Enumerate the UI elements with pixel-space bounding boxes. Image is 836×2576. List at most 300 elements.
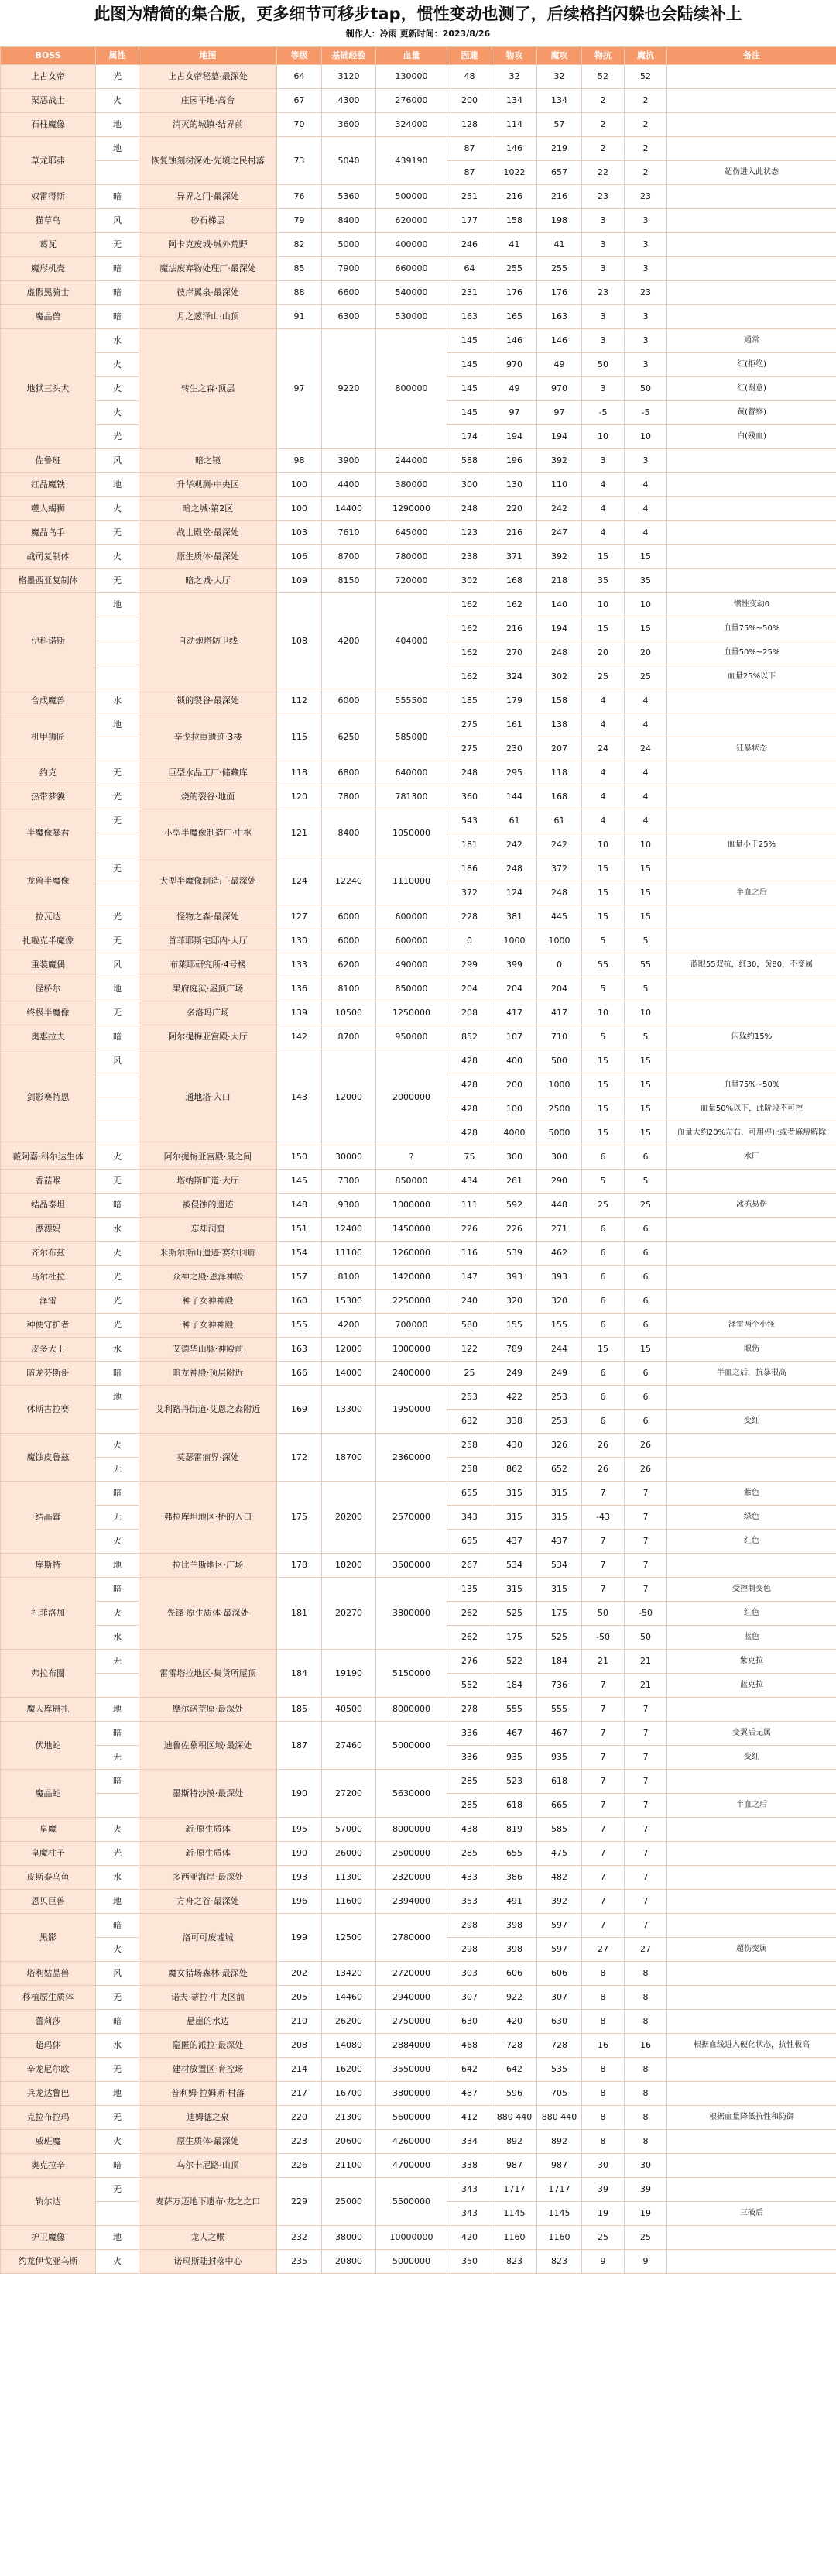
patk-cell: 315 (492, 1578, 537, 1602)
evade-cell: 372 (447, 881, 492, 905)
exp-cell: 3120 (322, 65, 376, 89)
location-cell: 大型半魔像制造厂·最深处 (139, 857, 277, 905)
col-header-patk: 物攻 (492, 47, 537, 65)
mres-cell: 21 (625, 1650, 667, 1674)
evade-cell: 350 (447, 2250, 492, 2274)
exp-cell: 20600 (322, 2130, 376, 2154)
evade-cell: 122 (447, 1338, 492, 1362)
mres-cell: 7 (625, 1842, 667, 1866)
boss-name-cell: 移植原生质体 (1, 1986, 96, 2010)
attr-cell: 火 (96, 1818, 139, 1842)
matk-cell: 158 (537, 689, 582, 713)
boss-name-cell: 种便守护者 (1, 1314, 96, 1338)
table-row (1, 2250, 836, 2274)
boss-name-cell: 葛瓦 (1, 233, 96, 257)
patk-cell: 184 (492, 1674, 537, 1698)
table-row (1, 1554, 836, 1578)
table-row (1, 1362, 836, 1386)
pres-cell: 25 (582, 2226, 625, 2250)
patk-cell: 49 (492, 377, 537, 401)
patk-cell: 114 (492, 113, 537, 137)
attr-cell: 暗 (96, 257, 139, 281)
hp-cell: 1050000 (376, 809, 447, 857)
level-cell: 79 (277, 209, 322, 233)
mres-cell: 50 (625, 1626, 667, 1650)
exp-cell: 8400 (322, 809, 376, 857)
mres-cell: 15 (625, 1121, 667, 1145)
note-cell: 半血之后 (667, 1794, 836, 1818)
attr-cell (96, 1097, 139, 1121)
matk-cell: 168 (537, 785, 582, 809)
boss-name-cell: 奥惠拉夫 (1, 1025, 96, 1049)
note-cell (667, 689, 836, 713)
table-row (1, 1962, 836, 1986)
pres-cell: 6 (582, 1290, 625, 1314)
boss-name-cell: 魔晶兽 (1, 305, 96, 329)
level-cell: 229 (277, 2178, 322, 2226)
hp-cell: 5630000 (376, 1770, 447, 1818)
boss-name-cell: 魔蚀皮鲁兹 (1, 1434, 96, 1482)
level-cell: 193 (277, 1866, 322, 1890)
location-cell: 暗之城·大厅 (139, 569, 277, 593)
pres-cell: 9 (582, 2250, 625, 2274)
level-cell: 109 (277, 569, 322, 593)
note-cell: 变红 (667, 1410, 836, 1434)
matk-cell: 155 (537, 1314, 582, 1338)
mres-cell: 5 (625, 1170, 667, 1194)
note-cell: 水厂 (667, 1145, 836, 1170)
pres-cell: 8 (582, 2010, 625, 2034)
matk-cell: 49 (537, 353, 582, 377)
matk-cell: 392 (537, 449, 582, 473)
hp-cell: 1260000 (376, 1242, 447, 1266)
evade-cell: 128 (447, 113, 492, 137)
attr-cell: 无 (96, 857, 139, 881)
mres-cell: 6 (625, 1242, 667, 1266)
evade-cell: 64 (447, 257, 492, 281)
evade-cell: 177 (447, 209, 492, 233)
pres-cell: 4 (582, 497, 625, 521)
location-cell: 迪鲁佐慕积区域·最深处 (139, 1722, 277, 1770)
matk-cell: 302 (537, 665, 582, 689)
hp-cell: 5000000 (376, 1722, 447, 1770)
exp-cell: 3900 (322, 449, 376, 473)
pres-cell: 8 (582, 2130, 625, 2154)
boss-name-cell: 香菇喉 (1, 1170, 96, 1194)
pres-cell: 15 (582, 857, 625, 881)
note-cell: 变翼后无属 (667, 1722, 836, 1746)
attr-cell (96, 2202, 139, 2226)
mres-cell: 15 (625, 545, 667, 569)
note-cell (667, 1242, 836, 1266)
hp-cell: 500000 (376, 185, 447, 209)
table-row (1, 1170, 836, 1194)
level-cell: 106 (277, 545, 322, 569)
exp-cell: 11300 (322, 1866, 376, 1890)
exp-cell: 21100 (322, 2154, 376, 2178)
attr-cell: 风 (96, 449, 139, 473)
pres-cell: 3 (582, 305, 625, 329)
level-cell: 172 (277, 1434, 322, 1482)
evade-cell: 580 (447, 1314, 492, 1338)
hp-cell: 600000 (376, 905, 447, 929)
patk-cell: 430 (492, 1434, 537, 1458)
pres-cell: 2 (582, 113, 625, 137)
level-cell: 235 (277, 2250, 322, 2274)
level-cell: 148 (277, 1194, 322, 1218)
boss-name-cell: 上古女帝 (1, 65, 96, 89)
patk-cell: 97 (492, 401, 537, 425)
boss-name-cell: 兵龙达鲁巴 (1, 2082, 96, 2106)
patk-cell: 270 (492, 641, 537, 665)
table-row (1, 497, 836, 521)
matk-cell: 118 (537, 761, 582, 785)
boss-name-cell: 地狱三头犬 (1, 329, 96, 449)
mres-cell: 6 (625, 1218, 667, 1242)
patk-cell: 230 (492, 737, 537, 761)
pres-cell: 2 (582, 89, 625, 113)
exp-cell: 12240 (322, 857, 376, 905)
mres-cell: 7 (625, 1890, 667, 1914)
boss-name-cell: 噬人蝎狮 (1, 497, 96, 521)
mres-cell: 26 (625, 1458, 667, 1482)
pres-cell: 21 (582, 1650, 625, 1674)
boss-name-cell: 弗拉布圈 (1, 1650, 96, 1698)
table-row (1, 1770, 836, 1794)
matk-cell: 475 (537, 1842, 582, 1866)
pres-cell: 7 (582, 1554, 625, 1578)
pres-cell: 5 (582, 977, 625, 1001)
evade-cell: 336 (447, 1746, 492, 1770)
level-cell: 184 (277, 1650, 322, 1698)
matk-cell: 204 (537, 977, 582, 1001)
attr-cell: 火 (96, 2130, 139, 2154)
attr-cell (96, 737, 139, 761)
matk-cell: 194 (537, 617, 582, 641)
attr-cell: 水 (96, 689, 139, 713)
location-cell: 隐匿的派拉·最深处 (139, 2034, 277, 2058)
table-row (1, 689, 836, 713)
patk-cell: 935 (492, 1746, 537, 1770)
location-cell: 自动炮塔防卫线 (139, 593, 277, 689)
patk-cell: 922 (492, 1986, 537, 2010)
patk-cell: 398 (492, 1938, 537, 1962)
table-row (1, 1145, 836, 1170)
note-cell: 受控制变色 (667, 1578, 836, 1602)
pres-cell: 27 (582, 1938, 625, 1962)
level-cell: 175 (277, 1482, 322, 1554)
pres-cell: 23 (582, 185, 625, 209)
patk-cell: 789 (492, 1338, 537, 1362)
table-row (1, 1722, 836, 1746)
evade-cell: 655 (447, 1482, 492, 1506)
note-cell (667, 89, 836, 113)
patk-cell: 146 (492, 329, 537, 353)
note-cell (667, 113, 836, 137)
matk-cell: 665 (537, 1794, 582, 1818)
patk-cell: 100 (492, 1097, 537, 1121)
exp-cell: 6000 (322, 929, 376, 953)
mres-cell: 3 (625, 233, 667, 257)
evade-cell: 75 (447, 1145, 492, 1170)
table-row (1, 1578, 836, 1602)
location-cell: 多西亚海岸·最深处 (139, 1866, 277, 1890)
note-cell (667, 2250, 836, 2274)
note-cell (667, 1434, 836, 1458)
exp-cell: 18200 (322, 1554, 376, 1578)
hp-cell: 5500000 (376, 2178, 447, 2226)
pres-cell: 10 (582, 833, 625, 857)
mres-cell: 4 (625, 785, 667, 809)
matk-cell: 1717 (537, 2178, 582, 2202)
mres-cell: 2 (625, 137, 667, 161)
exp-cell: 25000 (322, 2178, 376, 2226)
matk-cell: 500 (537, 1049, 582, 1073)
exp-cell: 12000 (322, 1049, 376, 1145)
boss-name-cell: 剑影赛特恩 (1, 1049, 96, 1145)
pres-cell: 15 (582, 881, 625, 905)
matk-cell: 242 (537, 497, 582, 521)
boss-name-cell: 魔人库珊扎 (1, 1698, 96, 1722)
evade-cell: 285 (447, 1842, 492, 1866)
patk-cell: 437 (492, 1530, 537, 1554)
note-cell: 血量75%~50% (667, 617, 836, 641)
level-cell: 108 (277, 593, 322, 689)
table-row (1, 1338, 836, 1362)
pres-cell: 24 (582, 737, 625, 761)
mres-cell: 3 (625, 353, 667, 377)
patk-cell: 315 (492, 1482, 537, 1506)
level-cell: 195 (277, 1818, 322, 1842)
exp-cell: 16200 (322, 2058, 376, 2082)
exp-cell: 26000 (322, 1842, 376, 1866)
hp-cell: 850000 (376, 1170, 447, 1194)
note-cell: 紫色 (667, 1482, 836, 1506)
exp-cell: 7900 (322, 257, 376, 281)
level-cell: 133 (277, 953, 322, 977)
mres-cell: -5 (625, 401, 667, 425)
boss-name-cell: 魔形机壳 (1, 257, 96, 281)
pres-cell: 7 (582, 1794, 625, 1818)
note-cell (667, 713, 836, 737)
mres-cell: 7 (625, 1554, 667, 1578)
level-cell: 169 (277, 1386, 322, 1434)
pres-cell: 4 (582, 689, 625, 713)
patk-cell: 592 (492, 1194, 537, 1218)
matk-cell: 253 (537, 1386, 582, 1410)
attr-cell: 无 (96, 1986, 139, 2010)
evade-cell: 135 (447, 1578, 492, 1602)
level-cell: 199 (277, 1914, 322, 1962)
matk-cell: 2500 (537, 1097, 582, 1121)
col-header-hp: 血量 (376, 47, 447, 65)
level-cell: 70 (277, 113, 322, 137)
hp-cell: 2000000 (376, 1049, 447, 1145)
level-cell: 151 (277, 1218, 322, 1242)
evade-cell: 174 (447, 425, 492, 449)
matk-cell: 176 (537, 281, 582, 305)
exp-cell: 6000 (322, 905, 376, 929)
note-cell (667, 1986, 836, 2010)
mres-cell: 3 (625, 257, 667, 281)
mres-cell: 27 (625, 1938, 667, 1962)
attr-cell: 暗 (96, 1914, 139, 1938)
evade-cell: 208 (447, 1001, 492, 1025)
exp-cell: 30000 (322, 1145, 376, 1170)
table-row (1, 65, 836, 89)
boss-name-cell: 轨尔达 (1, 2178, 96, 2226)
mres-cell: 30 (625, 2154, 667, 2178)
hp-cell: 660000 (376, 257, 447, 281)
matk-cell: 372 (537, 857, 582, 881)
mres-cell: 6 (625, 1266, 667, 1290)
table-row (1, 1314, 836, 1338)
mres-cell: 10 (625, 1001, 667, 1025)
pres-cell: 15 (582, 905, 625, 929)
location-cell: 魔法废弃物处理厂·最深处 (139, 257, 277, 281)
location-cell: 彼岸翼泉·最深处 (139, 281, 277, 305)
note-cell (667, 785, 836, 809)
mres-cell: 7 (625, 1914, 667, 1938)
note-cell (667, 2130, 836, 2154)
matk-cell: 307 (537, 1986, 582, 2010)
exp-cell: 13300 (322, 1386, 376, 1434)
attr-cell: 光 (96, 425, 139, 449)
evade-cell: 428 (447, 1049, 492, 1073)
matk-cell: 535 (537, 2058, 582, 2082)
note-cell (667, 977, 836, 1001)
table-row (1, 449, 836, 473)
location-cell: 原生质体·最深处 (139, 545, 277, 569)
evade-cell: 111 (447, 1194, 492, 1218)
level-cell: 190 (277, 1770, 322, 1818)
evade-cell: 278 (447, 1698, 492, 1722)
note-cell (667, 2178, 836, 2202)
matk-cell: 175 (537, 1602, 582, 1626)
location-cell: 新·原生质体 (139, 1818, 277, 1842)
exp-cell: 38000 (322, 2226, 376, 2250)
attr-cell: 水 (96, 1338, 139, 1362)
table-row (1, 2010, 836, 2034)
table-row (1, 2226, 836, 2250)
table-row (1, 1266, 836, 1290)
patk-cell: 386 (492, 1866, 537, 1890)
evade-cell: 353 (447, 1890, 492, 1914)
attr-cell: 光 (96, 1842, 139, 1866)
boss-name-cell: 伏地蛇 (1, 1722, 96, 1770)
patk-cell: 1000 (492, 929, 537, 953)
level-cell: 73 (277, 137, 322, 185)
col-header-mres: 魔抗 (625, 47, 667, 65)
exp-cell: 13420 (322, 1962, 376, 1986)
pres-cell: 16 (582, 2034, 625, 2058)
location-cell: 阿尔提梅亚宫殿·大厅 (139, 1025, 277, 1049)
pres-cell: 4 (582, 713, 625, 737)
location-cell: 暗龙神殿·顶层附近 (139, 1362, 277, 1386)
patk-cell: 242 (492, 833, 537, 857)
note-cell: 血量小于25% (667, 833, 836, 857)
attr-cell (96, 881, 139, 905)
location-cell: 首菲耶斯宅邸内·大厅 (139, 929, 277, 953)
matk-cell: 585 (537, 1818, 582, 1842)
evade-cell: 186 (447, 857, 492, 881)
note-cell: 半血之后 (667, 881, 836, 905)
hp-cell: 490000 (376, 953, 447, 977)
hp-cell: 700000 (376, 1314, 447, 1338)
patk-cell: 1717 (492, 2178, 537, 2202)
exp-cell: 15300 (322, 1290, 376, 1314)
attr-cell: 火 (96, 1242, 139, 1266)
mres-cell: 15 (625, 617, 667, 641)
mres-cell: 39 (625, 2178, 667, 2202)
patk-cell: 176 (492, 281, 537, 305)
mres-cell: 4 (625, 473, 667, 497)
evade-cell: 200 (447, 89, 492, 113)
evade-cell: 275 (447, 713, 492, 737)
exp-cell: 6000 (322, 689, 376, 713)
pres-cell: 15 (582, 545, 625, 569)
evade-cell: 145 (447, 353, 492, 377)
evade-cell: 145 (447, 329, 492, 353)
table-row (1, 473, 836, 497)
evade-cell: 162 (447, 617, 492, 641)
note-cell (667, 1962, 836, 1986)
evade-cell: 162 (447, 641, 492, 665)
hp-cell: 2394000 (376, 1890, 447, 1914)
exp-cell: 14080 (322, 2034, 376, 2058)
location-cell: 暗之城·第2区 (139, 497, 277, 521)
note-cell: 紫克拉 (667, 1650, 836, 1674)
table-row (1, 233, 836, 257)
pres-cell: 3 (582, 233, 625, 257)
location-cell: 上古女帝秘墓·最深处 (139, 65, 277, 89)
note-cell (667, 281, 836, 305)
attr-cell: 水 (96, 1218, 139, 1242)
patk-cell: 130 (492, 473, 537, 497)
table-row (1, 521, 836, 545)
hp-cell: 8000000 (376, 1698, 447, 1722)
location-cell: 魔女猎场森林·最深处 (139, 1962, 277, 1986)
patk-cell: 196 (492, 449, 537, 473)
exp-cell: 7300 (322, 1170, 376, 1194)
evade-cell: 642 (447, 2058, 492, 2082)
pres-cell: 30 (582, 2154, 625, 2178)
pres-cell: 4 (582, 761, 625, 785)
evade-cell: 343 (447, 2202, 492, 2226)
pres-cell: 7 (582, 1746, 625, 1770)
pres-cell: 6 (582, 1145, 625, 1170)
hp-cell: 2500000 (376, 1842, 447, 1866)
level-cell: 82 (277, 233, 322, 257)
patk-cell: 4000 (492, 1121, 537, 1145)
note-cell: 通常 (667, 329, 836, 353)
mres-cell: 10 (625, 593, 667, 617)
matk-cell: 525 (537, 1626, 582, 1650)
location-cell: 锁的裂谷·最深处 (139, 689, 277, 713)
attr-cell: 无 (96, 1746, 139, 1770)
patk-cell: 107 (492, 1025, 537, 1049)
evade-cell: 300 (447, 473, 492, 497)
pres-cell: 4 (582, 473, 625, 497)
patk-cell: 194 (492, 425, 537, 449)
evade-cell: 275 (447, 737, 492, 761)
table-row (1, 113, 836, 137)
patk-cell: 596 (492, 2082, 537, 2106)
patk-cell: 226 (492, 1218, 537, 1242)
hp-cell: 1000000 (376, 1194, 447, 1218)
hp-cell: 400000 (376, 233, 447, 257)
level-cell: 196 (277, 1890, 322, 1914)
